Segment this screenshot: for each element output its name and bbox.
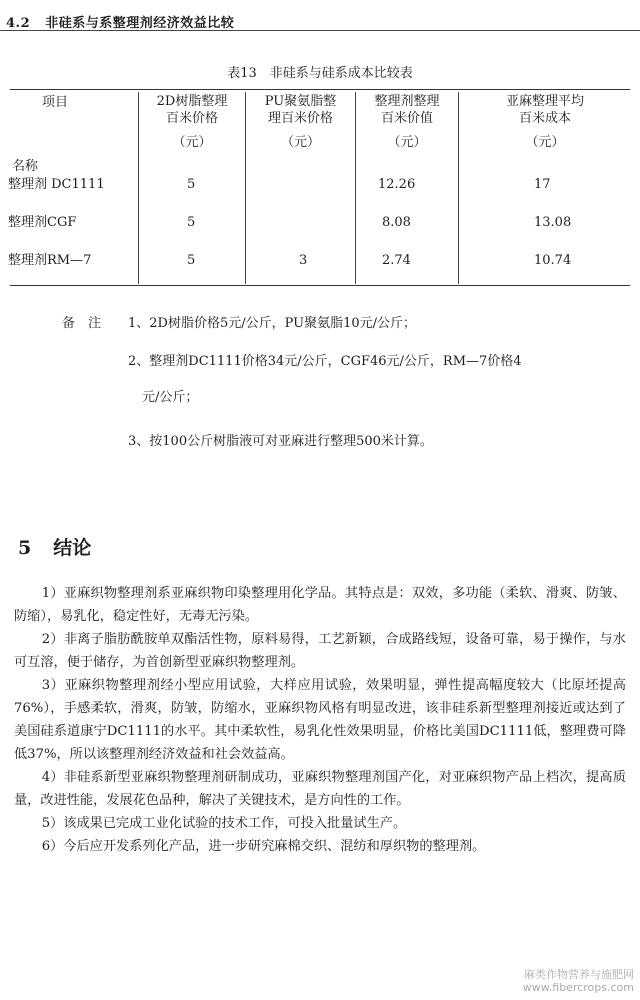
- table-column-divider: [355, 92, 356, 284]
- section-number: 5: [18, 537, 32, 559]
- table-bottom-rule: [10, 285, 630, 286]
- header-col2: PU聚氨脂整 理百米价格 （元）: [264, 94, 337, 150]
- section-number: 4.2: [6, 16, 31, 31]
- conclusion-paragraph: 1）亚麻织物整理剂系亚麻织物印染整理用化学品。其特点是：双效，多功能（柔软、滑爽、防皱、防缩），易乳化，稳定性好，无毒无污染。: [14, 586, 626, 624]
- note-item: 1、2D树脂价格5元/公斤，PU聚氨脂10元/公斤；: [128, 316, 417, 331]
- header-col1: 2D树脂整理 百米价格 （元）: [156, 94, 228, 150]
- note-item: 3、按100公斤树脂液可对亚麻进行整理500米计算。: [128, 434, 433, 449]
- row-name: 整理剂 DC1111: [8, 177, 105, 192]
- section-4-2-heading: [6, 12, 234, 31]
- row-col2: 3: [299, 253, 308, 268]
- conclusion-paragraph: 3）亚麻织物整理剂经小型应用试验，大样应用试验，效果明显，弹性提高幅度较大（比原坯提高76%），手感柔软，滑爽，防皱，防缩水，亚麻织物风格有明显改进，该非硅系新型整理剂接近或达到了美国硅系道康宁DC1111的水平。其中柔软性，易乳化性效果明显，价格比美国DC1111低，整理费可降低37%，所以该整理剂经济效益和社会效益高。: [14, 678, 626, 762]
- header-name: 名称: [12, 159, 39, 174]
- header-item: 项目: [42, 95, 69, 110]
- row-col3: 8.08: [382, 215, 411, 230]
- row-col1: 5: [187, 177, 196, 192]
- section-title: 非硅系与系整理剂经济效益比较: [45, 16, 235, 31]
- row-col4: 13.08: [534, 215, 572, 230]
- row-col1: 5: [187, 253, 196, 268]
- section-5-heading: [18, 533, 113, 560]
- row-col3: 2.74: [382, 253, 411, 268]
- section-title: 结论: [53, 537, 92, 559]
- row-col3: 12.26: [378, 177, 416, 192]
- conclusion-paragraph: 2）非离子脂肪酰胺单双酯活性物，原料易得，工艺新颖，合成路线短，设备可靠，易于操作，与水可互溶，便于储存，为首创新型亚麻织物整理剂。: [14, 632, 626, 670]
- header-col4: 亚麻整理平均 百米成本 （元）: [505, 94, 584, 150]
- conclusions-list: [14, 582, 626, 858]
- row-col1: 5: [187, 215, 196, 230]
- table-top-rule: [10, 89, 630, 90]
- row-name: 整理剂RM—7: [8, 253, 92, 268]
- conclusion-paragraph: 4）非硅系新型亚麻织物整理剂研制成功，亚麻织物整理剂国产化，对亚麻织物产品上档次，提高质量，改进性能，发展花色品种，解决了关键技术，是方向性的工作。: [14, 770, 626, 808]
- row-name: 整理剂CGF: [8, 215, 77, 230]
- table-caption: 表13 非硅系与硅系成本比较表: [227, 66, 413, 81]
- table-column-divider: [458, 92, 459, 284]
- table-column-divider: [245, 92, 246, 284]
- table-column-divider: [138, 92, 139, 284]
- row-col4: 17: [534, 177, 551, 192]
- conclusion-paragraph: 5）该成果已完成工业化试验的技术工作，可投入批量试生产。: [41, 816, 407, 831]
- conclusion-paragraph: 6）今后应开发系列化产品，进一步研究麻棉交织、混纺和厚织物的整理剂。: [41, 839, 486, 854]
- top-rule: [0, 30, 640, 31]
- note-item: 元/公斤；: [142, 390, 199, 405]
- header-col3: 整理剂整理 百米价值 （元）: [374, 94, 440, 150]
- site-watermark: 麻类作物营养与施肥网 www.fibercrops.com: [522, 968, 634, 994]
- note-item: 2、整理剂DC1111价格34元/公斤，CGF46元/公斤，RM—7价格4: [128, 354, 522, 369]
- notes-label: 备 注: [62, 316, 102, 331]
- row-col4: 10.74: [534, 253, 572, 268]
